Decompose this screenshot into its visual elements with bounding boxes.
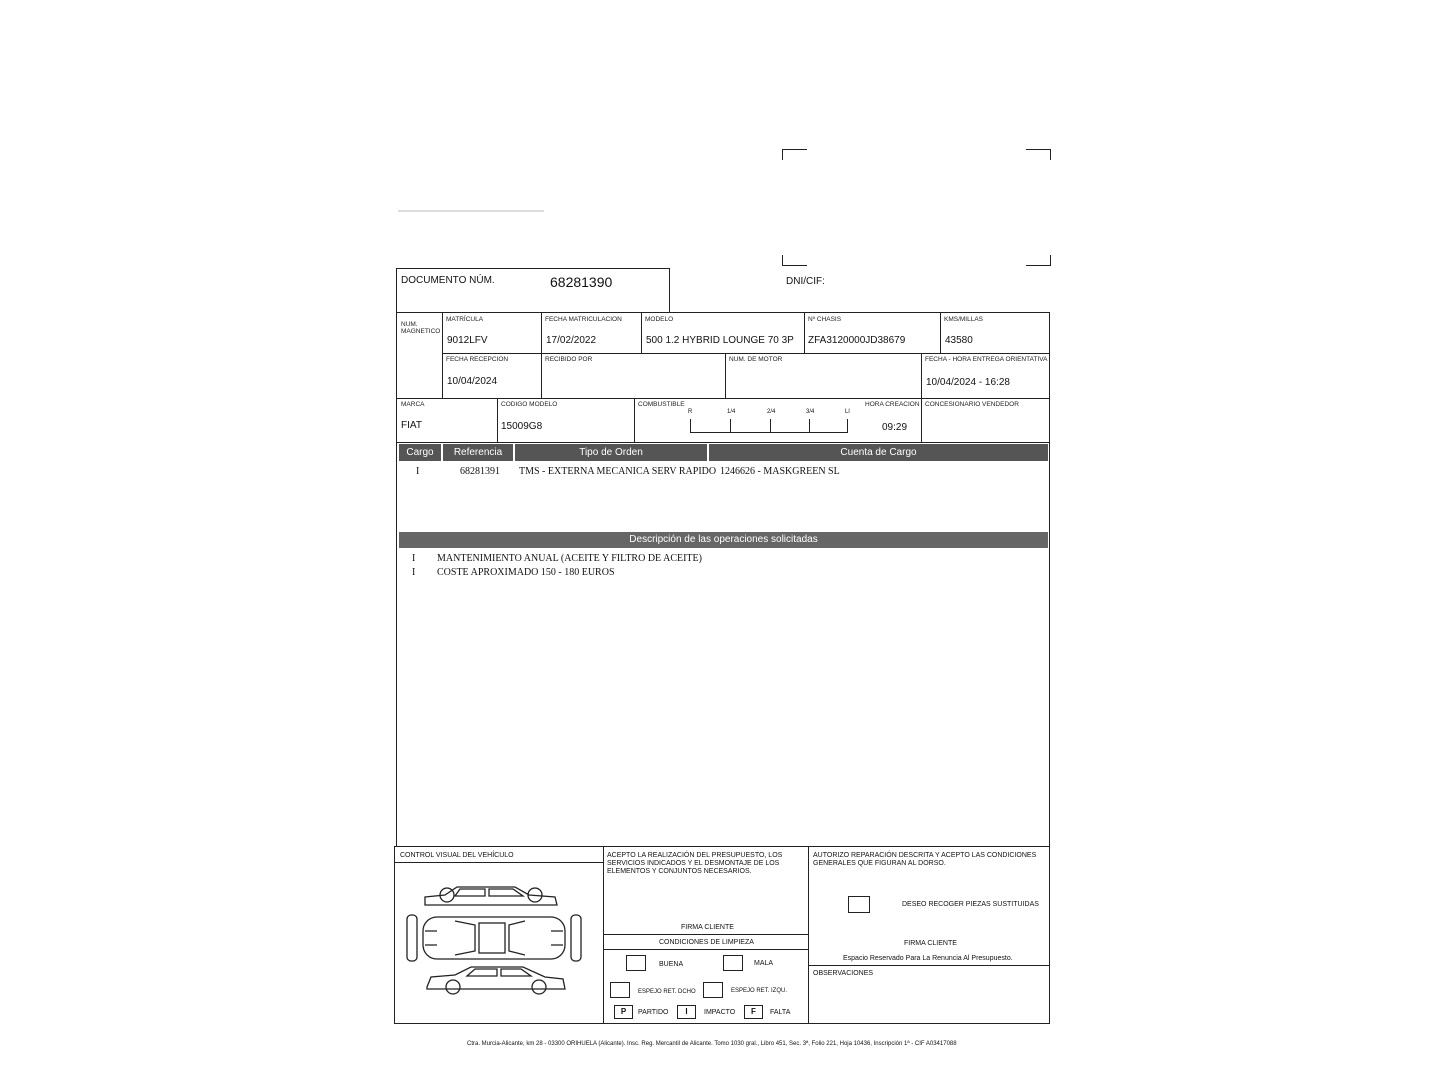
deseo-recoger-label: DESEO RECOGER PIEZAS SUSTITUIDAS	[902, 901, 1039, 908]
mala-checkbox[interactable]	[723, 955, 743, 971]
espejo-dcho-label: ESPEJO RET. DCHO	[638, 989, 696, 995]
codigo-modelo-label: CODIGO MODELO	[501, 401, 558, 408]
col-cuenta-cargo: Cuenta de Cargo	[709, 444, 1048, 461]
espacio-reservado: Espacio Reservado Para La Renuncia Al Presupuesto.	[843, 955, 1013, 962]
car-outline-icon	[405, 881, 590, 999]
partido-label: PARTIDO	[638, 1009, 669, 1016]
operation-cargo: I	[412, 567, 416, 578]
operation-text: MANTENIMIENTO ANUAL (ACEITE Y FILTRO DE ACEITE)	[437, 553, 702, 564]
falta-label: FALTA	[770, 1009, 791, 1016]
combustible-label: COMBUSTIBLE	[638, 401, 685, 408]
condiciones-limpieza-label: CONDICIONES DE LIMPIEZA	[659, 939, 754, 946]
fecha-recepcion-value: 10/04/2024	[447, 376, 498, 387]
corner-mark-top-left	[782, 149, 807, 160]
documento-box	[396, 268, 670, 313]
car-diagram	[405, 881, 590, 999]
impacto-label: IMPACTO	[704, 1009, 736, 1016]
operation-text: COSTE APROXIMADO 150 - 180 EUROS	[437, 567, 615, 578]
operation-cargo: I	[412, 553, 416, 564]
kms-label: KMS/MILLAS	[944, 316, 984, 323]
mala-label: MALA	[754, 960, 774, 967]
dni-label: DNI/CIF:	[786, 276, 825, 287]
order-referencia: 68281391	[460, 466, 500, 477]
vehicle-info-grid	[396, 312, 1050, 443]
fecha-entrega-value: 10/04/2024 - 16:28	[926, 377, 1010, 388]
operations-header: Descripción de las operaciones solicitadas	[399, 532, 1048, 548]
corner-mark-bottom-left	[782, 255, 807, 266]
falta-box: F	[744, 1005, 763, 1019]
hora-creacion-label: HORA CREACION	[865, 401, 920, 408]
fecha-recepcion-label: FECHA RECEPCION	[446, 356, 509, 363]
footer-address: Ctra. Murcia-Alicante, km 28 - 03300 ORIHUELA (Alicante). Insc. Reg. Mercantil de Alicante. Tomo 1030 gral., Libro 451, Sec. 3ª, Folio 221, Hoja 10436, Inscripción 1ª - CIF A03417088	[467, 1041, 957, 1047]
matricula-label: MATRÍCULA	[446, 316, 484, 323]
fecha-entrega-label: FECHA - HORA ENTREGA ORIENTATIVA	[925, 356, 1048, 363]
fuel-mark-half: 2/4	[767, 409, 776, 415]
fuel-mark-full: Ll	[845, 409, 850, 415]
documento-label: DOCUMENTO NÚM.	[401, 275, 495, 286]
fuel-mark-quarter: 1/4	[727, 409, 736, 415]
buena-checkbox[interactable]	[626, 955, 646, 971]
hora-creacion-value: 09:29	[882, 422, 908, 433]
deseo-recoger-checkbox[interactable]	[848, 896, 870, 913]
impacto-box: I	[677, 1005, 696, 1019]
chasis-label: Nº CHASIS	[808, 316, 842, 323]
num-magnetico-label: NUM. MAGNETICO	[401, 321, 441, 335]
fecha-matriculacion-label: FECHA MATRICULACION	[545, 316, 622, 323]
fuel-gauge	[690, 409, 850, 437]
matricula-value: 9012LFV	[447, 335, 488, 346]
autorizo-text: AUTORIZO REPARACIÓN DESCRITA Y ACEPTO LAS CONDICIONES GENERALES QUE FIGURAN AL DORSO.	[813, 852, 1037, 867]
bottom-section	[394, 846, 1050, 1024]
fuel-mark-three-quarter: 3/4	[806, 409, 815, 415]
modelo-value: 500 1.2 HYBRID LOUNGE 70 3P	[646, 335, 794, 346]
marca-value: FIAT	[401, 420, 422, 431]
observaciones-label: OBSERVACIONES	[813, 970, 874, 977]
espejo-izqu-label: ESPEJO RET. IZQU.	[731, 988, 788, 994]
order-cuenta: 1246626 - MASKGREEN SL	[720, 466, 840, 477]
control-visual-label: CONTROL VISUAL DEL VEHÍCULO	[400, 852, 514, 859]
espejo-izqu-checkbox[interactable]	[703, 982, 723, 998]
orders-header	[397, 444, 1049, 461]
num-motor-label: NUM. DE MOTOR	[729, 356, 783, 363]
firma-cliente-2: FIRMA CLIENTE	[904, 940, 957, 947]
firma-cliente-1: FIRMA CLIENTE	[681, 924, 734, 931]
chasis-value: ZFA3120000JD38679	[808, 335, 906, 346]
partido-box: P	[614, 1005, 633, 1019]
modelo-label: MODELO	[645, 316, 674, 323]
faint-scan-mark	[398, 210, 544, 212]
kms-value: 43580	[945, 335, 973, 346]
col-referencia: Referencia	[443, 444, 513, 461]
order-cargo: I	[416, 466, 420, 477]
recibido-por-label: RECIBIDO POR	[545, 356, 593, 363]
acepto-text: ACEPTO LA REALIZACIÓN DEL PRESUPUESTO, LOS SERVICIOS INDICADOS Y EL DESMONTAJE DE LOS ELEMENTOS Y CONJUNTOS NECESARIOS.	[607, 852, 783, 875]
concesionario-label: CONCESIONARIO VENDEDOR	[925, 401, 1019, 408]
documento-number: 68281390	[550, 274, 613, 290]
corner-mark-bottom-right	[1026, 255, 1051, 266]
corner-mark-top-right	[1026, 149, 1051, 160]
buena-label: BUENA	[659, 961, 684, 968]
espejo-dcho-checkbox[interactable]	[610, 982, 630, 998]
marca-label: MARCA	[401, 401, 425, 408]
col-cargo: Cargo	[399, 444, 441, 461]
fecha-matriculacion-value: 17/02/2022	[546, 335, 597, 346]
order-tipo: TMS - EXTERNA MECANICA SERV RAPIDO	[519, 466, 717, 477]
codigo-modelo-value: 15009G8	[501, 421, 543, 432]
fuel-mark-r: R	[688, 409, 693, 415]
orders-section	[396, 442, 1050, 847]
col-tipo-orden: Tipo de Orden	[515, 444, 707, 461]
